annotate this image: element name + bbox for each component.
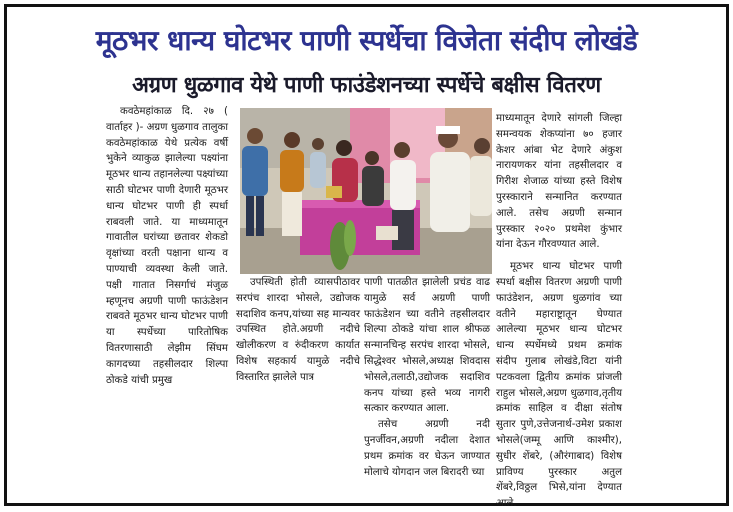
column-3-paragraph-1: पाणी पातळीत झालेली प्रचंड वाढ यामुळे सर्व अग्रणी पाणी फाऊंडेशन च्या वतीने तहसीलदार शिल्पा ठोकडे यांचा शाल श्रीफळ सन्मानचिन्ह सरपंच शारदा भोसले, सिद्धेश्वर भोसले,अध्यक्ष शिवदास भोसले,तलाठी,उद्योजक सदाशिव कनप यांच्या हस्ते भव्य नागरी सत्कार करण्यात आला. bbox=[364, 277, 490, 415]
column-4-paragraph-1: माध्यमातून देणारे सांगली जिल्हा समन्वयक शेकप्यांना ७० हजार केशर आंबा भेट देणारे अंकुश नारायणकर यांना तहसीलदार व गिरीश शेजाळ यांच्या हस्ते विशेष पुरस्काराने सन्मानित करण्यात आले. तसेच अग्रणी सन्मान पुरस्कार २०२० प्रथमेश कुंभार यांना देऊन गौरवण्यात आले. bbox=[496, 113, 622, 251]
headline: मूठभर धान्य घोटभर पाणी स्पर्धेचा विजेता संदीप लोखंडे bbox=[95, 24, 638, 57]
article-column-4 bbox=[496, 111, 622, 510]
article-column-3 bbox=[364, 275, 490, 487]
subheadline: अग्रण धुळगाव येथे पाणी फाउंडेशनच्या स्पर्धेचे बक्षीस वितरण bbox=[132, 73, 601, 98]
column-2-text: उपस्थिती होती व्यासपीठावर सरपंच शारदा भोसले, उद्योजक सदाशिव कनप,यांच्या सह मान्यवर उपस्थित होते.अग्रणी नदीचे खोलीकरण व रुंदीकरण कार्यात विशेष सहकार्य यामुळे नदीचे विस्तारित झालेले पात्र bbox=[236, 277, 360, 383]
award-ceremony-photo bbox=[240, 108, 492, 274]
column-4-paragraph-2: मूठभर धान्य घोटभर पाणी स्पर्धा बक्षीस वितरण अग्रणी पाणी फाउंडेशन, अग्रण धुळगांव च्या वतीने महाराष्ट्रातून घेण्यात आलेल्या मूठभर धान्य घोटभर धान्य स्पर्धेमध्ये प्रथम क्रमांक संदीप गुलाब लोखंडे,विटा यांनी पटकवला द्वितीय क्रमांक प्रांजली राहुल भोसले,अग्रण धुळगाव,तृतीय क्रमांक साहिल व दीक्षा संतोष सुतार पुणे,उत्तेजनार्थ-उमेश प्रकाश भोसले(जम्मू आणि काश्मीर), सुधीर शेंबरे, (औरंगाबाद) विशेष प्राविण्य पुरस्कार अतुल शेंबरे,विठ्ठल भिसे,यांना देण्यात आले. bbox=[496, 261, 622, 510]
column-3-paragraph-2: तसेच अग्रणी नदी पुनर्जीवन,अग्रणी नदीला देशात प्रथम क्रमांक वर घेऊन जाण्यात मोलाचे योगदान जल बिरादरी च्या bbox=[364, 419, 490, 478]
column-1-text: कवठेमहांकाळ दि. २७ ( वार्ताहर )- अग्रण धुळगाव तालुका कवठेमहांकाळ येथे प्रत्येक वर्षी भुकेने व्याकुळ झालेल्या पक्ष्यांना मूठभर धान्य तहानलेल्या पक्ष्यांच्या साठी घोटभर पाणी देणारी मूठभर धान्य घोटभर पाणी ही स्पर्धा राबवली जाते. या माध्यमातून गावातील घरांच्या छतावर शेकडो वृक्षांच्या वरती पक्षाना धान्य व पाण्याची व्यवस्था केली जाते. पक्षी गातात निसर्गाचं मंजुळ म्हणूनच अग्रणी पाणी फाऊंडेशन राबवते मूठभर धान्य घोटभर पाणी या स्पर्धेच्या पारितोषिक वितरणासाठी लेझीम सिंघम कागदच्या तहसीलदार शिल्पा ठोकडे यांची प्रमुख bbox=[106, 106, 228, 386]
article-column-2 bbox=[236, 275, 360, 395]
news-photo bbox=[240, 108, 492, 274]
article-column-1 bbox=[106, 104, 228, 394]
